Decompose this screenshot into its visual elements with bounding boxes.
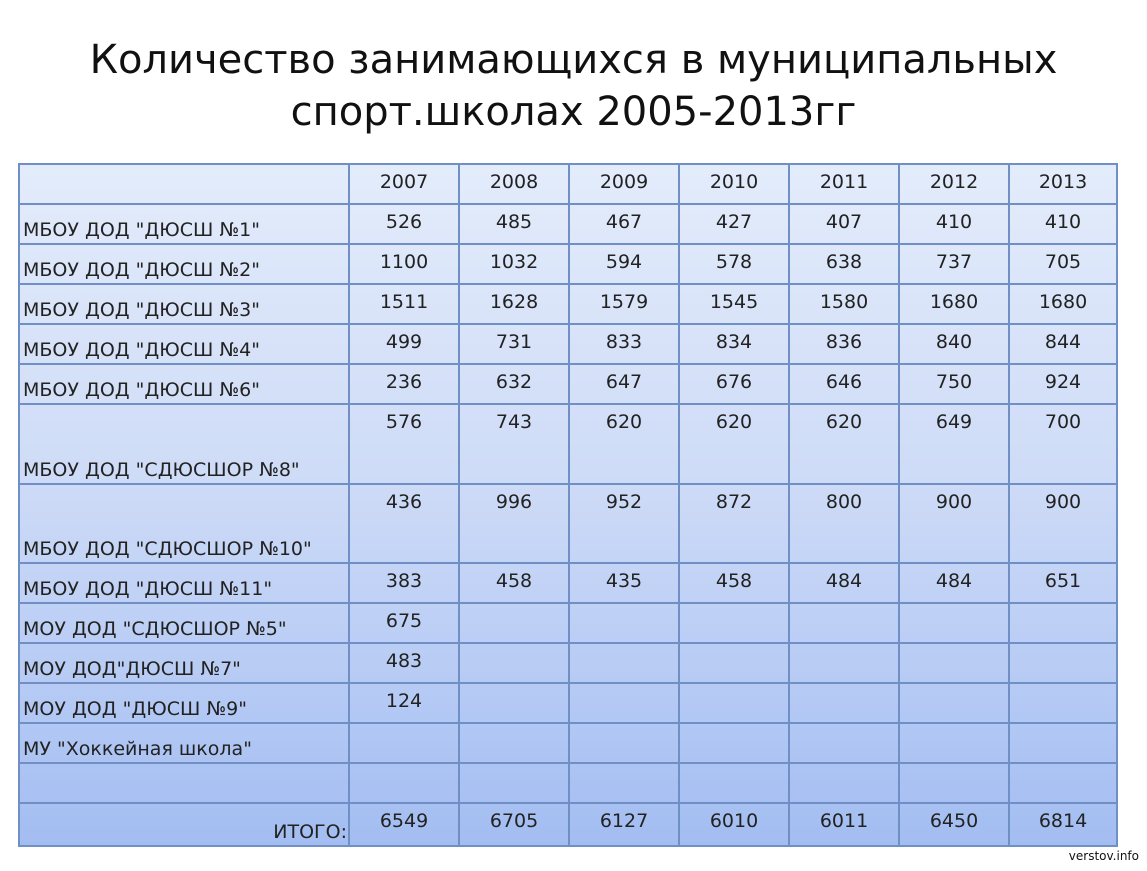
- value-cell: 731: [459, 324, 569, 364]
- value-cell: 737: [899, 244, 1009, 284]
- table-row: [19, 404, 1117, 484]
- total-row: [19, 803, 1117, 846]
- value-cell: 620: [789, 404, 899, 484]
- value-cell: [569, 763, 679, 803]
- year-header: 2012: [899, 164, 1009, 204]
- value-cell: [899, 763, 1009, 803]
- value-cell: 996: [459, 484, 569, 563]
- watermark: verstov.info: [1068, 849, 1139, 863]
- value-cell: 900: [1009, 484, 1117, 563]
- value-cell: 458: [459, 563, 569, 603]
- school-name-cell: МБОУ ДОД "ДЮСШ №6": [19, 364, 349, 404]
- value-cell: [459, 723, 569, 763]
- value-cell: 578: [679, 244, 789, 284]
- value-cell: 705: [1009, 244, 1117, 284]
- value-cell: [459, 683, 569, 723]
- table-row: [19, 284, 1117, 324]
- value-cell: 1680: [899, 284, 1009, 324]
- value-cell: 836: [789, 324, 899, 364]
- year-header: 2009: [569, 164, 679, 204]
- total-value: 6450: [899, 803, 1009, 846]
- value-cell: 458: [679, 563, 789, 603]
- value-cell: 1100: [349, 244, 459, 284]
- value-cell: 484: [789, 563, 899, 603]
- value-cell: 700: [1009, 404, 1117, 484]
- value-cell: 840: [899, 324, 1009, 364]
- value-cell: [899, 683, 1009, 723]
- value-cell: 410: [899, 204, 1009, 244]
- table-row: [19, 723, 1117, 763]
- enrollment-table: [18, 163, 1118, 847]
- school-name-cell: МБОУ ДОД "ДЮСШ №1": [19, 204, 349, 244]
- value-cell: [679, 603, 789, 643]
- school-name-cell: МОУ ДОД "СДЮСШОР №5": [19, 603, 349, 643]
- value-cell: [1009, 603, 1117, 643]
- value-cell: [459, 643, 569, 683]
- value-cell: [679, 723, 789, 763]
- value-cell: 646: [789, 364, 899, 404]
- value-cell: 483: [349, 643, 459, 683]
- value-cell: 834: [679, 324, 789, 364]
- value-cell: [569, 723, 679, 763]
- value-cell: 594: [569, 244, 679, 284]
- value-cell: 800: [789, 484, 899, 563]
- table-row: [19, 364, 1117, 404]
- header-row: [19, 164, 1117, 204]
- total-value: 6814: [1009, 803, 1117, 846]
- title-line-2: спорт.школах 2005-2013гг: [290, 89, 857, 135]
- slide-title: [0, 34, 1147, 138]
- school-name-cell: МБОУ ДОД "ДЮСШ №2": [19, 244, 349, 284]
- value-cell: 952: [569, 484, 679, 563]
- total-value: 6705: [459, 803, 569, 846]
- value-cell: 743: [459, 404, 569, 484]
- value-cell: 499: [349, 324, 459, 364]
- value-cell: [1009, 763, 1117, 803]
- value-cell: 900: [899, 484, 1009, 563]
- value-cell: [679, 643, 789, 683]
- corner-cell: [19, 164, 349, 204]
- value-cell: 750: [899, 364, 1009, 404]
- value-cell: 485: [459, 204, 569, 244]
- value-cell: 651: [1009, 563, 1117, 603]
- value-cell: 1511: [349, 284, 459, 324]
- value-cell: [349, 723, 459, 763]
- value-cell: [1009, 683, 1117, 723]
- value-cell: [899, 723, 1009, 763]
- value-cell: [679, 683, 789, 723]
- value-cell: 427: [679, 204, 789, 244]
- value-cell: 1580: [789, 284, 899, 324]
- table-row: [19, 563, 1117, 603]
- value-cell: [569, 603, 679, 643]
- value-cell: [899, 603, 1009, 643]
- value-cell: 410: [1009, 204, 1117, 244]
- value-cell: [789, 603, 899, 643]
- table-row: [19, 324, 1117, 364]
- value-cell: [569, 643, 679, 683]
- value-cell: 436: [349, 484, 459, 563]
- value-cell: 1545: [679, 284, 789, 324]
- value-cell: 467: [569, 204, 679, 244]
- value-cell: [1009, 723, 1117, 763]
- value-cell: 236: [349, 364, 459, 404]
- value-cell: 924: [1009, 364, 1117, 404]
- value-cell: 484: [899, 563, 1009, 603]
- table-row: [19, 204, 1117, 244]
- school-name-cell: МБОУ ДОД "СДЮСШОР №8": [19, 404, 349, 484]
- school-name-cell: МОУ ДОД"ДЮСШ №7": [19, 643, 349, 683]
- value-cell: [789, 723, 899, 763]
- value-cell: [899, 643, 1009, 683]
- year-header: 2011: [789, 164, 899, 204]
- value-cell: [789, 683, 899, 723]
- title-line-1: Количество занимающихся в муниципальных: [89, 37, 1058, 83]
- total-label: ИТОГО:: [19, 803, 349, 846]
- value-cell: 620: [679, 404, 789, 484]
- value-cell: [459, 603, 569, 643]
- value-cell: [349, 763, 459, 803]
- value-cell: 649: [899, 404, 1009, 484]
- value-cell: [789, 763, 899, 803]
- table-row: [19, 763, 1117, 803]
- table-row: [19, 603, 1117, 643]
- total-value: 6011: [789, 803, 899, 846]
- school-name-cell: [19, 763, 349, 803]
- value-cell: 407: [789, 204, 899, 244]
- value-cell: 1680: [1009, 284, 1117, 324]
- value-cell: 526: [349, 204, 459, 244]
- table-row: [19, 484, 1117, 563]
- value-cell: 676: [679, 364, 789, 404]
- value-cell: 638: [789, 244, 899, 284]
- school-name-cell: МБОУ ДОД "СДЮСШОР №10": [19, 484, 349, 563]
- school-name-cell: МБОУ ДОД "ДЮСШ №3": [19, 284, 349, 324]
- value-cell: 872: [679, 484, 789, 563]
- value-cell: 1628: [459, 284, 569, 324]
- school-name-cell: МУ "Хоккейная школа": [19, 723, 349, 763]
- school-name-cell: МБОУ ДОД "ДЮСШ №4": [19, 324, 349, 364]
- value-cell: [1009, 643, 1117, 683]
- value-cell: 833: [569, 324, 679, 364]
- total-value: 6549: [349, 803, 459, 846]
- school-name-cell: МОУ ДОД "ДЮСШ №9": [19, 683, 349, 723]
- value-cell: 124: [349, 683, 459, 723]
- value-cell: 435: [569, 563, 679, 603]
- total-value: 6127: [569, 803, 679, 846]
- value-cell: 675: [349, 603, 459, 643]
- value-cell: 383: [349, 563, 459, 603]
- year-header: 2010: [679, 164, 789, 204]
- year-header: 2007: [349, 164, 459, 204]
- value-cell: 576: [349, 404, 459, 484]
- value-cell: [789, 643, 899, 683]
- table-row: [19, 643, 1117, 683]
- value-cell: [569, 683, 679, 723]
- total-value: 6010: [679, 803, 789, 846]
- value-cell: 632: [459, 364, 569, 404]
- value-cell: 620: [569, 404, 679, 484]
- year-header: 2013: [1009, 164, 1117, 204]
- table-row: [19, 683, 1117, 723]
- school-name-cell: МБОУ ДОД "ДЮСШ №11": [19, 563, 349, 603]
- value-cell: 1579: [569, 284, 679, 324]
- table-row: [19, 244, 1117, 284]
- value-cell: 844: [1009, 324, 1117, 364]
- value-cell: 647: [569, 364, 679, 404]
- value-cell: 1032: [459, 244, 569, 284]
- value-cell: [679, 763, 789, 803]
- value-cell: [459, 763, 569, 803]
- year-header: 2008: [459, 164, 569, 204]
